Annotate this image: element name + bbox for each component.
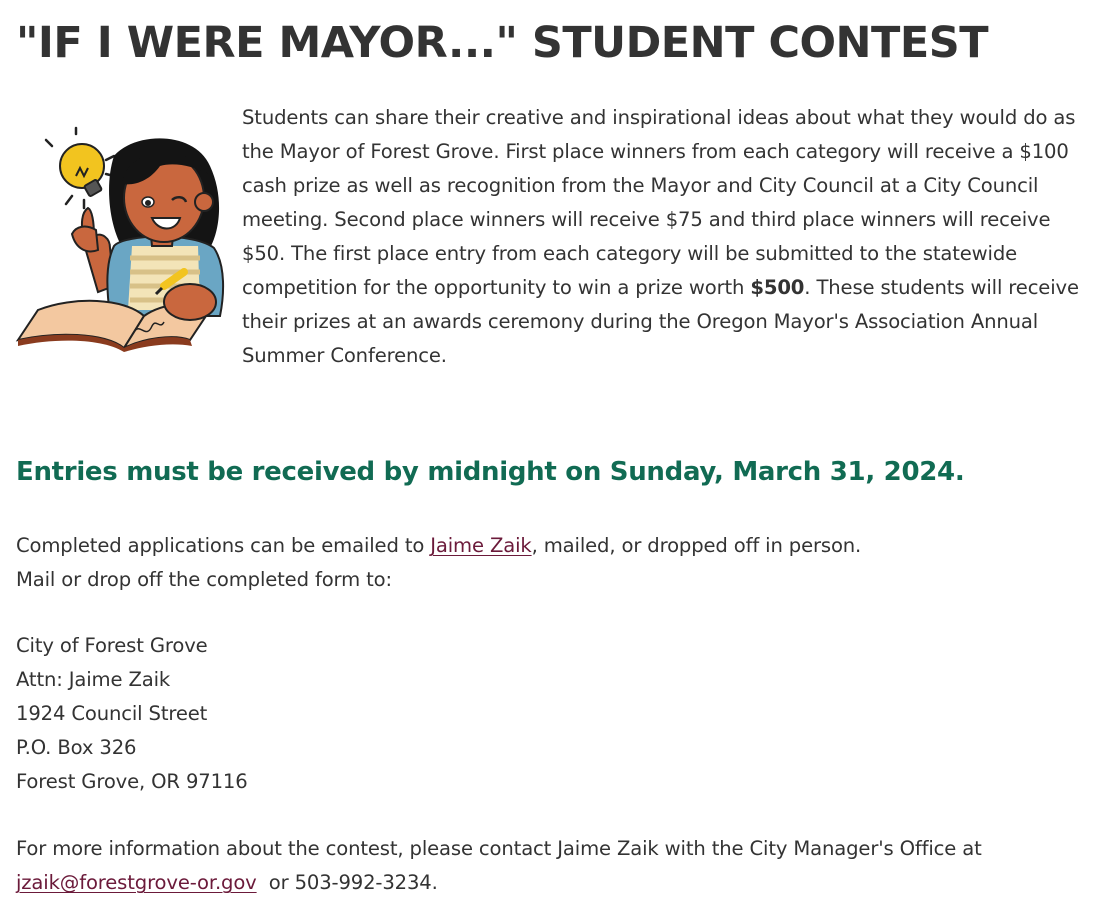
submission-instructions [16, 529, 861, 597]
description-text: Students can share their creative and inspirational ideas about what they would do as the Mayor of Forest Grove. First place winners from each category will receive a $100 cash prize as well as recognition from the Mayor and City Council at a City Council meeting. Second place winners will receive $75 and third place winners will receive $50. The first place entry from each category will be submitted to the statewide competition for the opportunity to win a prize worth [242, 106, 1076, 299]
address-line: P.O. Box 326 [16, 736, 137, 759]
prize-amount: $500 [750, 276, 805, 299]
contest-description [242, 101, 1092, 373]
mail-instructions: Mail or drop off the completed form to: [16, 568, 392, 591]
phone-text: or 503-992-3234. [256, 871, 438, 894]
deadline-heading: Entries must be received by midnight on Sunday, March 31, 2024. [16, 457, 965, 487]
description-text-end: . These students will receive their prizes at an awards ceremony during the Oregon Mayor's Association Annual Summer Conference. [242, 276, 1079, 367]
address-line: City of Forest Grove [16, 634, 208, 657]
student-idea-icon [14, 126, 228, 352]
light-bulb-icon [46, 128, 114, 208]
contact-email-link[interactable]: Jaime Zaik [430, 534, 532, 557]
page-title: "IF I WERE MAYOR..." STUDENT CONTEST [16, 18, 989, 68]
email-link[interactable]: jzaik@forestgrove-or.gov [16, 871, 257, 894]
contact-line [16, 866, 982, 900]
mailing-address [16, 629, 248, 799]
address-line: Forest Grove, OR 97116 [16, 770, 248, 793]
submission-line: Completed applications can be emailed to Jaime Zaik, mailed, or dropped off in person. [16, 534, 862, 557]
contact-text: For more information about the contest, please contact Jaime Zaik with the City Manager's Office at [16, 837, 982, 860]
address-line: 1924 Council Street [16, 702, 208, 725]
contact-info [16, 832, 982, 900]
address-line: Attn: Jaime Zaik [16, 668, 171, 691]
